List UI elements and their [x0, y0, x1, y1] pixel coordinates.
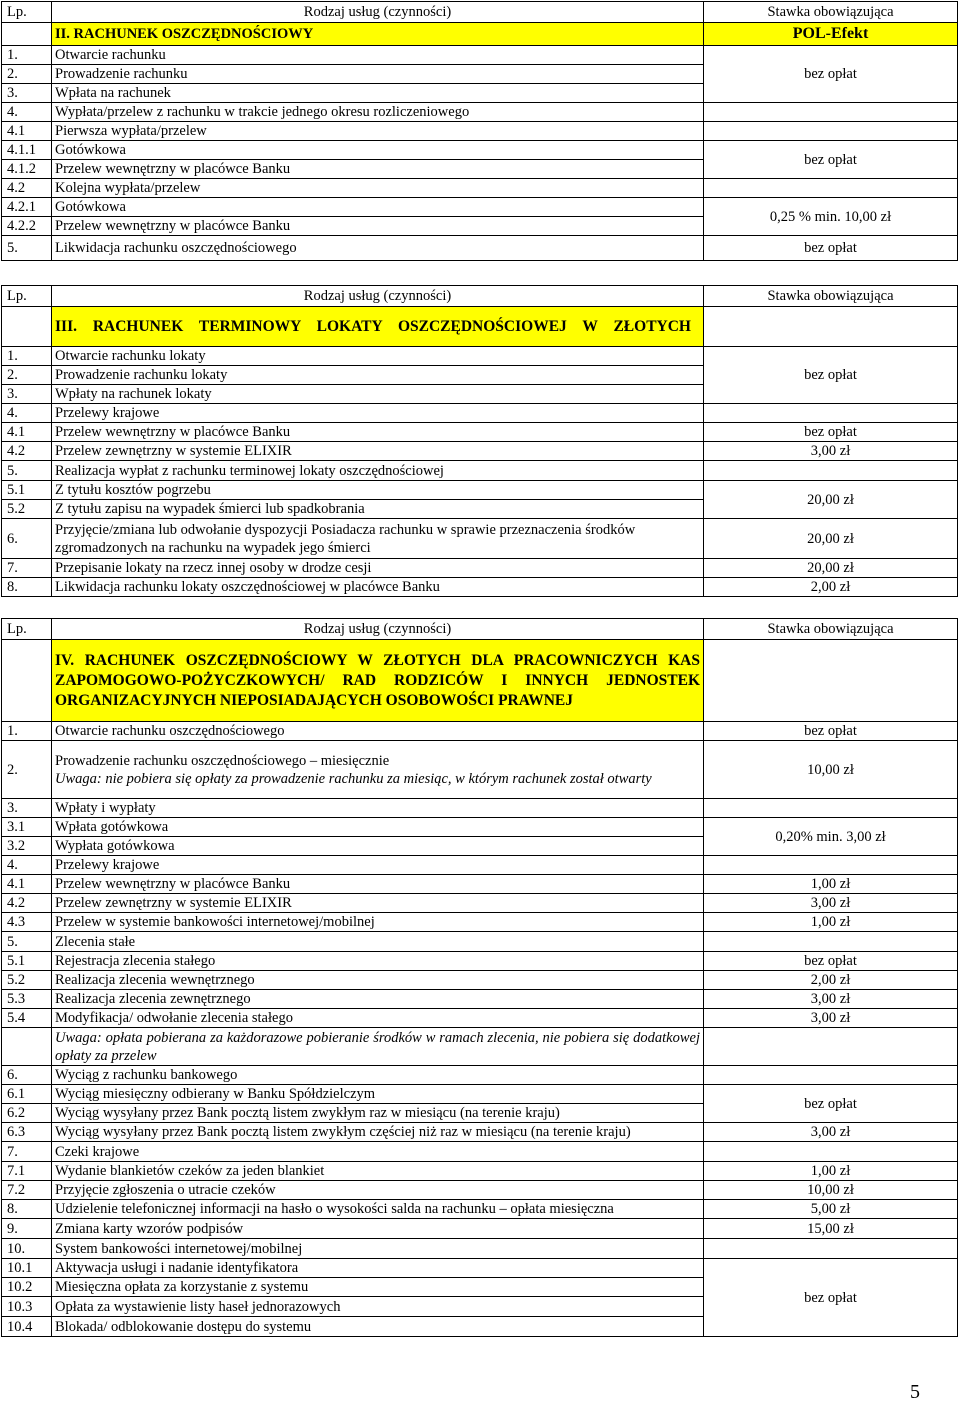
section3-title-row — [2, 307, 958, 347]
table-row: 6.2 Wyciąg wysyłany przez Bank pocztą listem zwykłym raz w miesiącu (na terenie kraju) — [2, 1104, 958, 1123]
rate-cell: bez opłat — [704, 423, 958, 442]
table-row: 4.2 Kolejna wypłata/przelew — [2, 179, 958, 198]
table-row: 7. Przepisanie lokaty na rzecz innej osoby w drodze cesji 20,00 zł — [2, 559, 958, 578]
table-row: 5.2 Z tytułu zapisu na wypadek śmierci lub spadkobrania — [2, 500, 958, 519]
table-row: 10.3 Opłata za wystawienie listy haseł jednorazowych — [2, 1297, 958, 1317]
rate-cell: 2,00 zł — [704, 971, 958, 990]
section4-table — [1, 618, 958, 1337]
table-row: 6. Wyciąg z rachunku bankowego — [2, 1066, 958, 1085]
note-text: Uwaga: opłata pobierana za każdorazowe pobieranie środków w ramach zlecenia, nie pobiera się dodatkowej opłaty za przelew — [52, 1028, 704, 1066]
rate-cell: bez opłat — [704, 46, 958, 103]
rate-cell: bez opłat — [704, 347, 958, 404]
table-header-row — [2, 2, 958, 23]
table-row: 2. Prowadzenie rachunku — [2, 65, 958, 84]
table-row: 10.1 Aktywacja usługi i nadanie identyfikatora bez opłat — [2, 1259, 958, 1278]
table-row: 3. Wpłaty i wypłaty — [2, 799, 958, 818]
table-row: 4.1.1 Gotówkowa bez opłat — [2, 141, 958, 160]
table-row: 7. Czeki krajowe — [2, 1142, 958, 1162]
note-text: Uwaga: nie pobiera się opłaty za prowadzenie rachunku za miesiąc, w którym rachunek został otwarty — [55, 770, 652, 787]
section4-title-row — [2, 640, 958, 722]
header-service: Rodzaj usług (czynności) — [52, 286, 704, 307]
rate-cell: bez opłat — [704, 722, 958, 741]
rate-cell: 3,00 zł — [704, 894, 958, 913]
table-row: 1. Otwarcie rachunku bez opłat — [2, 46, 958, 65]
header-rate: Stawka obowiązująca — [704, 619, 958, 640]
rate-cell: 20,00 zł — [704, 481, 958, 519]
rate-cell: 1,00 zł — [704, 913, 958, 932]
table-row: 4.2.2 Przelew wewnętrzny w placówce Banku — [2, 217, 958, 236]
table-row: 4. Przelewy krajowe — [2, 856, 958, 875]
rate-cell: 1,00 zł — [704, 875, 958, 894]
section3-title: III. RACHUNEK TERMINOWY LOKATY OSZCZĘDNOŚCIOWEJ W ZŁOTYCH — [52, 307, 704, 347]
rate-cell: 0,20% min. 3,00 zł — [704, 818, 958, 856]
table-row: 5.4 Modyfikacja/ odwołanie zlecenia stałego 3,00 zł — [2, 1009, 958, 1028]
rate-cell: 10,00 zł — [704, 1181, 958, 1200]
rate-cell: 3,00 zł — [704, 1009, 958, 1028]
table-row: 4. Przelewy krajowe — [2, 404, 958, 423]
table-row: 5.3 Realizacja zlecenia zewnętrznego 3,00 zł — [2, 990, 958, 1009]
table-row: 1. Otwarcie rachunku lokaty bez opłat — [2, 347, 958, 366]
table-row: 4.2 Przelew zewnętrzny w systemie ELIXIR 3,00 zł — [2, 894, 958, 913]
table-row: 4.2 Przelew zewnętrzny w systemie ELIXIR 3,00 zł — [2, 442, 958, 461]
table-row: 5.1 Z tytułu kosztów pogrzebu 20,00 zł — [2, 481, 958, 500]
rate-cell: bez opłat — [704, 141, 958, 179]
table-row: 7.2 Przyjęcie zgłoszenia o utracie czeków 10,00 zł — [2, 1181, 958, 1200]
table-row: 6. Przyjęcie/zmiana lub odwołanie dyspozycji Posiadacza rachunku w sprawie przeznaczenia środków zgromadzonych na rachunku na wypadek jego śmierci 20,00 zł — [2, 519, 958, 559]
table-row: 10.4 Blokada/ odblokowanie dostępu do systemu — [2, 1317, 958, 1337]
section3-table — [1, 285, 958, 597]
header-lp: Lp. — [2, 286, 52, 307]
table-row: 4.3 Przelew w systemie bankowości internetowej/mobilnej 1,00 zł — [2, 913, 958, 932]
table-row: 6.3 Wyciąg wysyłany przez Bank pocztą listem zwykłym częściej niż raz w miesiącu (na terenie kraju) 3,00 zł — [2, 1123, 958, 1142]
section4-title: IV. RACHUNEK OSZCZĘDNOŚCIOWY W ZŁOTYCH DLA PRACOWNICZYCH KAS ZAPOMOGOWO-POŻYCZKOWYCH/ RAD RODZICÓW I INNYCH JEDNOSTEK ORGANIZACYJNYCH NIEPOSIADAJĄCYCH OSOBOWOŚCI PRAWNEJ — [52, 640, 704, 722]
table-row: 5. Likwidacja rachunku oszczędnościowego bez opłat — [2, 236, 958, 261]
rate-cell: 20,00 zł — [704, 519, 958, 559]
table-row: 4.1.2 Przelew wewnętrzny w placówce Banku — [2, 160, 958, 179]
table-row: 2. Prowadzenie rachunku lokaty — [2, 366, 958, 385]
table-row: 5. Realizacja wypłat z rachunku terminowej lokaty oszczędnościowej — [2, 461, 958, 481]
header-lp: Lp. — [2, 619, 52, 640]
table-row: 8. Likwidacja rachunku lokaty oszczędnościowej w placówce Banku 2,00 zł — [2, 578, 958, 597]
rate-cell: 15,00 zł — [704, 1219, 958, 1239]
page-number: 5 — [910, 1381, 920, 1403]
header-service: Rodzaj usług (czynności) — [52, 2, 704, 23]
rate-cell: 0,25 % min. 10,00 zł — [704, 198, 958, 236]
table-row: 9. Zmiana karty wzorów podpisów 15,00 zł — [2, 1219, 958, 1239]
section2-product: POL-Efekt — [704, 23, 958, 46]
table-header-row — [2, 286, 958, 307]
table-row: 3. Wpłaty na rachunek lokaty — [2, 385, 958, 404]
rate-cell: 3,00 zł — [704, 1123, 958, 1142]
table-row: 4.1 Przelew wewnętrzny w placówce Banku 1,00 zł — [2, 875, 958, 894]
table-row: 5. Zlecenia stałe — [2, 932, 958, 952]
rate-cell: 10,00 zł — [704, 741, 958, 799]
table-row: 3.1 Wpłata gotówkowa 0,20% min. 3,00 zł — [2, 818, 958, 837]
section2-table — [1, 1, 958, 261]
table-row: 4.1 Pierwsza wypłata/przelew — [2, 122, 958, 141]
header-service: Rodzaj usług (czynności) — [52, 619, 704, 640]
rate-cell: bez opłat — [704, 236, 958, 261]
table-row: 5.2 Realizacja zlecenia wewnętrznego 2,00 zł — [2, 971, 958, 990]
section2-title-row — [2, 23, 958, 46]
section2-title: II. RACHUNEK OSZCZĘDNOŚCIOWY — [52, 23, 704, 46]
table-row: 8. Udzielenie telefonicznej informacji na hasło o wysokości salda na rachunku – opłata miesięczna 5,00 zł — [2, 1200, 958, 1219]
table-row: 2. Prowadzenie rachunku oszczędnościowego – miesięcznie Uwaga: nie pobiera się opłaty za prowadzenie rachunku za miesiąc, w którym rachunek został otwarty 10,00 zł — [2, 741, 958, 799]
table-row: 5.1 Rejestracja zlecenia stałego bez opłat — [2, 952, 958, 971]
table-row: 4.2.1 Gotówkowa 0,25 % min. 10,00 zł — [2, 198, 958, 217]
rate-cell: 1,00 zł — [704, 1162, 958, 1181]
rate-cell: bez opłat — [704, 1259, 958, 1337]
table-row — [2, 1028, 958, 1066]
header-rate: Stawka obowiązująca — [704, 286, 958, 307]
header-rate: Stawka obowiązująca — [704, 2, 958, 23]
table-row: 6.1 Wyciąg miesięczny odbierany w Banku Spółdzielczym bez opłat — [2, 1085, 958, 1104]
rate-cell: 2,00 zł — [704, 578, 958, 597]
table-row: 4.1 Przelew wewnętrzny w placówce Banku bez opłat — [2, 423, 958, 442]
rate-cell: 3,00 zł — [704, 442, 958, 461]
rate-cell: 20,00 zł — [704, 559, 958, 578]
rate-cell: bez opłat — [704, 1085, 958, 1123]
table-row: 4. Wypłata/przelew z rachunku w trakcie jednego okresu rozliczeniowego — [2, 103, 958, 122]
table-row: 3.2 Wypłata gotówkowa — [2, 837, 958, 856]
rate-cell: 3,00 zł — [704, 990, 958, 1009]
rate-cell: bez opłat — [704, 952, 958, 971]
rate-cell: 5,00 zł — [704, 1200, 958, 1219]
table-row: 10.2 Miesięczna opłata za korzystanie z systemu — [2, 1278, 958, 1297]
table-row: 1. Otwarcie rachunku oszczędnościowego bez opłat — [2, 722, 958, 741]
header-lp: Lp. — [2, 2, 52, 23]
table-row: 10. System bankowości internetowej/mobilnej — [2, 1239, 958, 1259]
table-row: 3. Wpłata na rachunek — [2, 84, 958, 103]
table-header-row — [2, 619, 958, 640]
table-row: 7.1 Wydanie blankietów czeków za jeden blankiet 1,00 zł — [2, 1162, 958, 1181]
